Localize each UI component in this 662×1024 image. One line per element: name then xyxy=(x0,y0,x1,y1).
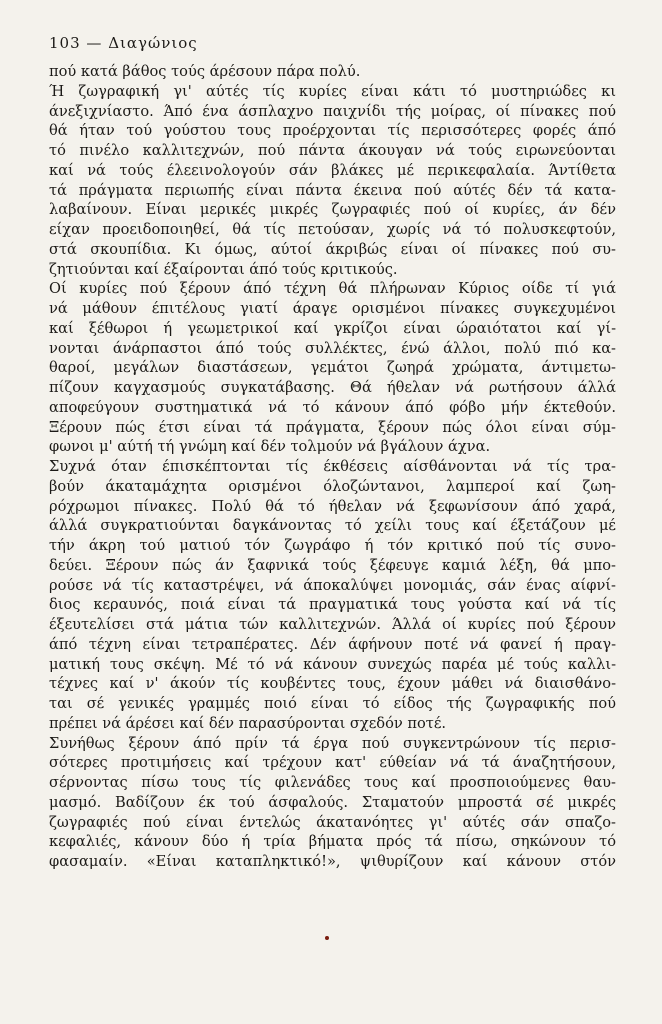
text-line: αποφεύγουν συστηματικά νά τό κάνουν άπό φόβο μήν έκτεθούν. xyxy=(49,398,616,416)
text-line: είχαν προειδοποιηθεί, θά τίς πετούσαν, χωρίς νά τό πολυσκεφτούν, xyxy=(49,221,616,238)
page-mark-dot xyxy=(325,936,329,940)
text-line: ρούσε νά τίς καταστρέψει, νά άποκαλύψει μονομιάς, σάν ένας αίφνί- xyxy=(49,576,616,594)
page-header xyxy=(49,34,198,52)
body-text xyxy=(49,62,616,872)
text-line: φασαμαίν. «Είναι καταπληκτικό!», ψιθυρίζουν καί κάνουν στόν xyxy=(49,853,616,870)
text-line: μασμό. Βαδίζουν έκ τού άσφαλούς. Σταματούν μπροστά σέ μικρές xyxy=(49,793,616,811)
text-line: Ή ζωγραφική γι' αύτές τίς κυρίες είναι κάτι τό μυστηριώδες κι xyxy=(49,82,616,100)
running-title: Διαγώνιος xyxy=(108,34,198,52)
text-line: πίζουν καγχασμούς συγκατάβασης. Θά ήθελαν νά ρωτήσουν άλλά xyxy=(49,379,616,396)
text-line: πού κατά βάθος τούς άρέσουν πάρα πολύ. xyxy=(49,63,361,80)
header-separator: — xyxy=(86,34,103,52)
text-line: πρέπει νά άρέσει καί δέν παρασύρονται σχεδόν ποτέ. xyxy=(49,714,447,732)
text-line: τήν άκρη τού ματιού τόν ζωγράφο ή τόν κριτικό πού τίς συνο- xyxy=(49,537,616,554)
text-line: άλλά συγκρατιούνται δαγκάνοντας τό χείλι τους καί έξετάζουν μέ xyxy=(49,517,616,535)
text-line: κεφαλιές, κάνουν δύο ή τρία βήματα πρός τά πίσω, σηκώνουν τό xyxy=(49,833,616,851)
text-line: άπό τέχνη είναι τετραπέρατες. Δέν άφήνουν ποτέ νά φανεί ή πραγ- xyxy=(49,635,616,653)
text-line: ρόχρωμοι πίνακες. Πολύ θά τό ήθελαν νά ξεφωνίσουν άπό χαρά, xyxy=(49,497,616,515)
text-line: λαβαίνουν. Είναι μερικές μικρές ζωγραφιές πού οί κυρίες, άν δέν xyxy=(49,201,616,219)
text-line: τά πράγματα περιωπής είναι πάντα έκεινα πού αύτές δέν τά κατα- xyxy=(49,181,616,199)
text-line: φωνοι μ' αύτή τή γνώμη καί δέν τολμούν νά βγάλουν άχνα. xyxy=(49,438,491,456)
text-line: ματική τους σκέψη. Μέ τό νά κάνουν συνεχώς παρέα μέ τούς καλλι- xyxy=(49,655,616,673)
text-line: νά μάθουν έπιτέλους γιατί άραγε ορισμένοι πίνακες συγκεχυμένοι xyxy=(49,300,616,317)
text-line: βούν άκαταμάχητα ορισμένοι όλοζώντανοι, λαμπεροί καί ζωη- xyxy=(49,477,616,495)
text-line: στά σκουπίδια. Κι όμως, αύτοί άκριβώς είναι οί πίνακες πού συ- xyxy=(49,240,616,258)
text-line: τό πινέλο καλλιτεχνών, πού πάντα άκουγαν νά τούς ειρωνεύονται xyxy=(49,142,616,159)
text-line: καί νά τούς έλεεινολογούν σάν βλάκες μέ περικεφαλαία. Άντίθετα xyxy=(49,161,616,179)
text-line: Συνήθως ξέρουν άπό πρίν τά έργα πού συγκεντρώνουν τίς περισ- xyxy=(49,734,616,752)
text-line: σέρνοντας πίσω τους τίς φιλενάδες τους καί προσποιούμενες θαυ- xyxy=(49,774,616,791)
text-line: καί ξέθωροι ή γεωμετρικοί καί γκρίζοι είναι ώραιότατοι καί γί- xyxy=(49,319,616,337)
text-line: ται σέ γενικές γραμμές ποιό είναι τό είδος τής ζωγραφικής πού xyxy=(49,695,616,712)
text-line: έξευτελίσει στά μάτια τών καλλιτεχνών. Άλλά οί κυρίες πού ξέρουν xyxy=(49,616,616,633)
text-line: διος κεραυνός, ποιά είναι τά πραγματικά τους γούστα καί νά τίς xyxy=(49,596,616,614)
text-line: τέχνες καί ν' άκούν τίς κουβέντες τους, έχουν μάθει νά διαισθάνο- xyxy=(49,675,616,693)
text-line: Ξέρουν πώς έτσι είναι τά πράγματα, ξέρουν πώς όλοι είναι σύμ- xyxy=(49,418,616,436)
text-line: δεύει. Ξέρουν πώς άν ξαφνικά τούς ξέφευγε καμιά λέξη, θά μπο- xyxy=(49,556,616,574)
text-line: Συχνά όταν έπισκέπτονται τίς έκθέσεις αίσθάνονται νά τίς τρα- xyxy=(49,458,616,475)
text-line: ζωγραφιές πού είναι έντελώς άκατανόητες γι' αύτές σάν σπαζο- xyxy=(49,813,616,831)
text-line: σότερες προτιμήσεις καί τρέχουν κατ' εύθείαν νά τά άναζητήσουν, xyxy=(49,754,616,772)
text-line: Οί κυρίες πού ξέρουν άπό τέχνη θά πλήρωναν Κύριος οίδε τί γιά xyxy=(49,280,616,298)
text-line: νονται άνάρπαστοι άπό τούς συλλέκτες, ένώ άλλοι, πολύ πιό κα- xyxy=(49,339,616,357)
text-line: άνεξιχνίαστο. Άπό ένα άσπλαχνο παιχνίδι τής μοίρας, οί πίνακες πού xyxy=(49,102,616,120)
text-line: ζητιούνται καί έξαίρονται άπό τούς κριτικούς. xyxy=(49,260,398,278)
text-line: θαροί, μεγάλων διαστάσεων, γεμάτοι ζωηρά χρώματα, άντιμετω- xyxy=(49,359,616,377)
page-number: 103 xyxy=(49,34,81,52)
text-line: θά ήταν τού γούστου τους προέρχονται τίς περισσότερες φορές άπό xyxy=(49,122,616,140)
